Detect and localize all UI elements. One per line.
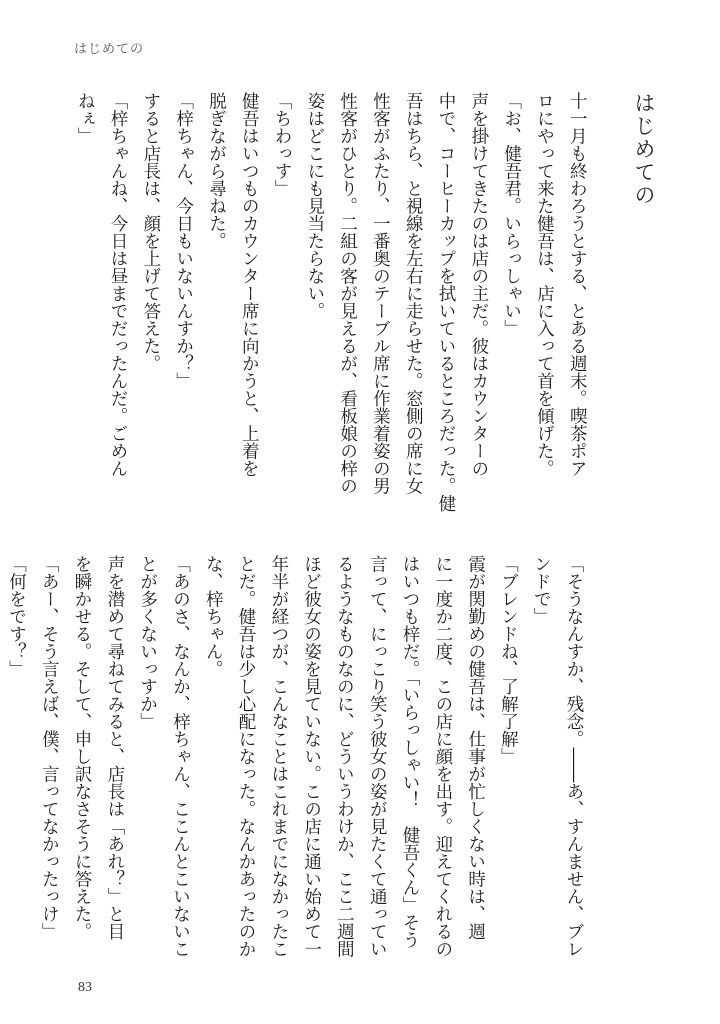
text-line: 「梓ちゃん、今日もいないんすか？」 <box>173 92 194 390</box>
text-line: 姿はどこにも見当たらない。 <box>304 92 325 320</box>
text-line: を瞬かせる。そして、申し訳なさそうに答えた。 <box>72 555 93 940</box>
text-line: 中で、コーヒーカップを拭いているところだった。健 <box>436 92 457 512</box>
text-line: 年半が経つが、こんなことはこれまでになかったこ <box>268 555 289 958</box>
lower-text-block <box>6 555 590 975</box>
text-line: 「梓ちゃんね、今日は昼までだったんだ。ごめん <box>108 92 129 477</box>
text-line: ロにやって来た健吾は、店に入って首を傾げた。 <box>534 92 555 477</box>
chapter-title: はじめての <box>632 92 656 207</box>
text-line: ねぇ」 <box>75 92 96 145</box>
upper-text-block <box>60 92 660 512</box>
running-header: はじめての <box>74 42 145 57</box>
text-line: 「何をです？」 <box>6 555 27 678</box>
text-line: 吾はちら、と視線を左右に走らせた。窓側の席に女 <box>403 92 424 495</box>
page-number: 83 <box>78 980 92 995</box>
text-line: な、梓ちゃん。 <box>203 555 224 678</box>
text-line: 声を潜めて尋ねてみると、店長は「あれ？」と目 <box>104 555 125 940</box>
text-line: 健吾はいつものカウンター席に向かうと、上着を <box>239 92 260 477</box>
text-line: はいつも梓だ。「いらっしゃい！ 健吾くん」そう <box>400 555 421 949</box>
text-line: 霞が関勤めの健吾は、仕事が忙しくない時は、週 <box>465 555 486 940</box>
text-line: ンドで」 <box>531 555 552 625</box>
text-line: 性客がふたり、一番奥のテーブル席に作業着姿の男 <box>370 92 391 495</box>
text-line: 「ちわっす」 <box>272 92 293 197</box>
text-line: 「あー、そう言えば、僕、言ってなかったっけ」 <box>39 555 60 940</box>
text-line: 性客がひとり。二組の客が見えるが、看板娘の梓の <box>337 92 358 495</box>
text-line: すると店長は、顔を上げて答えた。 <box>140 92 161 372</box>
text-line: 「そうなんすか、残念。――あ、すんません、ブレ <box>564 555 584 958</box>
text-line: とだ。健吾は少し心配になった。なんかあったのか <box>236 555 257 958</box>
text-line: 「あのさ、なんか、梓ちゃん、ここんとこいないこ <box>170 555 191 958</box>
text-line: 声を掛けてきたのは店の主だ。彼はカウンターの <box>468 92 489 477</box>
text-line: 「お、健吾君。いらっしゃい」 <box>501 92 522 337</box>
text-line: 言って、にっこり笑う彼女の姿が見たくて通ってい <box>367 555 388 958</box>
text-line: 十一月も終わろうとする、とある週末。喫茶ポア <box>567 92 588 477</box>
text-line: ほど彼女の姿を見ていない。この店に通い始めて一 <box>301 555 322 958</box>
text-line: に一度か二度、この店に顔を出す。迎えてくれるの <box>432 555 453 958</box>
text-line: るようなものなのに、どういうわけか、ここ二週間 <box>334 555 355 958</box>
text-line: とが多くないっすか」 <box>137 555 158 730</box>
text-line: 脱ぎながら尋ねた。 <box>206 92 227 250</box>
text-line: 「ブレンドね、了解了解」 <box>498 555 519 765</box>
